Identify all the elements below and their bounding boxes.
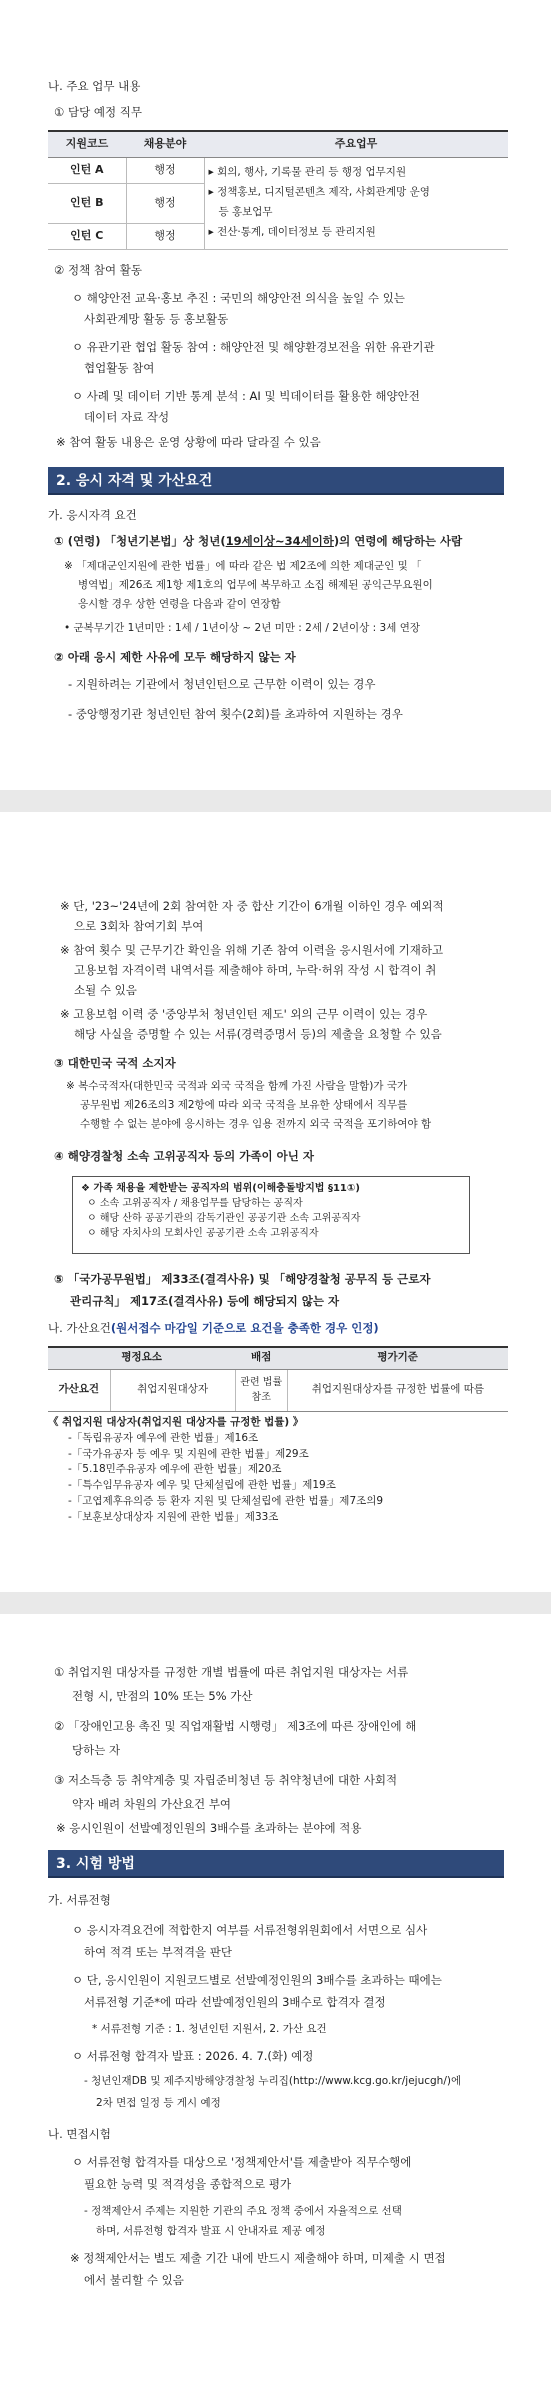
bonus-item: ① 취업지원 대상자를 규정한 개별 법률에 따른 취업지원 대상자는 서류 — [54, 1665, 409, 1679]
heading-main-duties: 나. 주요 업무 내용 — [48, 79, 141, 93]
bonus-item: 당하는 자 — [72, 1743, 121, 1757]
col-header-code: 지원코드 — [48, 131, 126, 157]
duties-table — [48, 130, 508, 250]
bonus-item: ② 「장애인고용 촉진 및 직업재활법 시행령」 제3조에 따른 장애인에 해 — [54, 1719, 417, 1733]
qualification-disqualification: 관리규칙」 제17조(결격사유) 등에 해당되지 않는 자 — [70, 1294, 340, 1308]
duty-line: ▸ 정책홍보, 디지털콘텐츠 제작, 사회관계망 운영 — [208, 185, 430, 198]
col-header-criteria: 평가기준 — [287, 1347, 508, 1369]
note-line: ※ 단, '23~'24년에 2회 참여한 자 중 합산 기간이 6개월 이하인 경우 예외적 — [60, 899, 444, 913]
col-header-duties: 주요업무 — [204, 131, 508, 157]
qualification-restriction: ② 아래 응시 제한 사유에 모두 해당하지 않는 자 — [54, 650, 296, 664]
bonus-cell: 취업지원대상자 — [110, 1369, 235, 1411]
note-line: 병역법」제26조 제1항 제1호의 업무에 복무하고 소집 해제된 공익근무요원이 — [78, 579, 433, 591]
bullet-line: 협업활동 참여 — [84, 361, 155, 375]
bullet-line: ㅇ 해양안전 교육·홍보 추진 : 국민의 해양안전 의식을 높일 수 있는 — [72, 291, 405, 305]
list-item: -「독립유공자 예우에 관한 법률」제16조 — [68, 1431, 259, 1444]
list-item: -「국가유공자 등 예우 및 지원에 관한 법률」제29조 — [68, 1447, 309, 1460]
restriction-item: - 지원하려는 기관에서 청년인턴으로 근무한 이력이 있는 경우 — [68, 677, 376, 691]
list-item: -「보훈보상대상자 지원에 관한 법률」제33조 — [68, 1510, 279, 1523]
note-line: 으로 3회차 참여기회 부여 — [74, 919, 204, 933]
subheading-planned-duties: ① 담당 예정 직무 — [54, 105, 142, 119]
law-list-title: 《 취업지원 대상자(취업지원 대상자를 규정한 법률) 》 — [48, 1416, 304, 1428]
qualification-age-text: )의 연령에 해당하는 사람 — [333, 534, 463, 548]
bonus-item: 전형 시, 만점의 10% 또는 5% 가산 — [72, 1689, 253, 1703]
note-line: ※ 참여 횟수 및 근무기간 확인을 위해 기존 참여 이력을 응시원서에 기재하고 — [60, 943, 444, 957]
note-line: ※ 응시인원이 선발예정인원의 3배수를 초과하는 분야에 적용 — [56, 1821, 362, 1835]
col-header-element: 평정요소 — [48, 1347, 235, 1369]
table-row — [48, 1369, 508, 1411]
note-line: 수행할 수 없는 분야에 응시하는 경우 임용 전까지 외국 국적을 포기하여야 함 — [80, 1118, 432, 1130]
bullet-line: 사회관계망 활동 등 홍보활동 — [84, 312, 229, 326]
heading-bonus-text: 나. 가산요건 — [48, 1321, 111, 1335]
page-gap — [0, 1592, 551, 1614]
section-title-qualifications: 2. 응시 자격 및 가산요건 — [48, 467, 504, 495]
col-header-score: 배점 — [235, 1347, 287, 1369]
note-line: • 군복무기간 1년미만 : 1세 / 1년이상 ~ 2년 미만 : 2세 / 2년이상 : 3세 연장 — [64, 622, 420, 634]
interview-item: - 정책제안서 주제는 지원한 기관의 주요 정책 중에서 자율적으로 선택 — [84, 2205, 402, 2217]
screening-result-info: 2차 면접 일정 등 게시 예정 — [96, 2097, 221, 2109]
bonus-cell: 가산요건 — [48, 1369, 110, 1411]
list-item: -「5.18민주유공자 예우에 관한 법률」제20조 — [68, 1463, 282, 1476]
box-item: ㅇ 해당 자치사의 모회사인 공공기관 소속 고위공직자 — [87, 1228, 319, 1239]
note-line: 소될 수 있음 — [74, 983, 137, 997]
row-code: 인턴 B — [48, 183, 126, 223]
screening-result-info: - 청년인재DB 및 제주지방해양경찰청 누리집(http://www.kcg.go.kr/jejucgh/)에 — [84, 2075, 462, 2087]
interview-item: ㅇ 서류전형 합격자를 대상으로 '정책제안서'를 제출받아 직무수행에 — [72, 2155, 412, 2169]
qualification-age — [54, 533, 462, 550]
box-item: ㅇ 해당 산하 공공기관의 감독기관인 공공기관 소속 고위공직자 — [87, 1213, 361, 1224]
note-line: ※ 복수국적자(대한민국 국적과 외국 국적을 함께 가진 사람을 말함)가 국가 — [66, 1080, 408, 1092]
table-row — [48, 157, 508, 183]
row-field: 행정 — [126, 157, 204, 183]
row-field: 행정 — [126, 183, 204, 223]
document-page-3 — [0, 1614, 551, 2385]
note-line: 공무원법 제26조의3 제2항에 따라 외국 국적을 보유한 상태에서 직무를 — [80, 1099, 408, 1111]
family-restriction-box — [72, 1176, 470, 1254]
screening-item: 하여 적격 또는 부적격을 판단 — [84, 1945, 232, 1959]
interview-note: 에서 불리할 수 있음 — [84, 2273, 184, 2287]
law-list — [48, 1415, 508, 1525]
interview-item: 하며, 서류전형 합격자 발표 시 안내자료 제공 예정 — [96, 2225, 326, 2237]
box-title: ❖ 가족 채용을 제한받는 공직자의 범위(이해충돌방지법 §11①) — [81, 1183, 360, 1194]
list-item: -「고엽제후유의증 등 환자 지원 및 단체설립에 관한 법률」제7조의9 — [68, 1494, 384, 1507]
note-line: 고용보험 자격이력 내역서를 제출해야 하며, 누락·허위 작성 시 합격이 취 — [74, 963, 437, 977]
duty-line: 등 홍보업무 — [218, 205, 273, 218]
section-title-exam-method: 3. 시험 방법 — [48, 1850, 504, 1878]
qualification-disqualification: ⑤ 「국가공무원법」 제33조(결격사유) 및 「해양경찰청 공무직 등 근로자 — [54, 1272, 431, 1286]
screening-item: ㅇ 응시자격요건에 적합한지 여부를 서류전형위원회에서 서면으로 심사 — [72, 1923, 428, 1937]
interview-note: ※ 정책제안서는 별도 제출 기간 내에 반드시 제출해야 하며, 미제출 시 면접 — [70, 2251, 446, 2265]
page-gap — [0, 790, 551, 812]
note-line: ※ 고용보험 이력 중 '중앙부처 청년인턴 제도' 외의 근무 이력이 있는 경우 — [60, 1007, 428, 1021]
box-item: ㅇ 소속 고위공직자 / 채용업무를 담당하는 공직자 — [87, 1198, 303, 1209]
duty-line: ▸ 전산·통계, 데이터정보 등 관리지원 — [208, 225, 376, 238]
screening-item: 서류전형 기준*에 따라 선발예정인원의 3배수로 합격자 결정 — [84, 1995, 386, 2009]
note-line: 해당 사실을 증명할 수 있는 서류(경력증명서 등)의 제출을 요청할 수 있음 — [74, 1027, 442, 1041]
bullet-line: ㅇ 유관기관 협업 활동 참여 : 해양안전 및 해양환경보전을 위한 유관기관 — [72, 340, 435, 354]
heading-interview: 나. 면접시험 — [48, 2127, 111, 2141]
screening-criteria: * 서류전형 기준 : 1. 청년인턴 지원서, 2. 가산 요건 — [92, 2023, 327, 2035]
document-page-2 — [0, 812, 551, 1592]
qualification-family: ④ 해양경찰청 소속 고위공직자 등의 가족이 아닌 자 — [54, 1149, 314, 1163]
row-code: 인턴 C — [48, 223, 126, 249]
bullet-line: ㅇ 사례 및 데이터 기반 통계 분석 : AI 및 빅데이터를 활용한 해양안전 — [72, 389, 420, 403]
row-field: 행정 — [126, 223, 204, 249]
qualification-age-range: 19세이상~34세이하 — [225, 534, 334, 548]
bonus-item: 약자 배려 차원의 가산요건 부여 — [72, 1797, 232, 1811]
restriction-item: - 중앙행정기관 청년인턴 참여 횟수(2회)를 초과하여 지원하는 경우 — [68, 707, 403, 721]
document-page-1 — [0, 0, 551, 790]
row-code: 인턴 A — [48, 157, 126, 183]
screening-result-date: ㅇ 서류전형 합격자 발표 : 2026. 4. 7.(화) 예정 — [72, 2049, 314, 2063]
bullet-line: 데이터 자료 작성 — [84, 410, 170, 424]
subheading-policy-activities: ② 정책 참여 활동 — [54, 263, 142, 277]
note-line: ※ 참여 활동 내용은 운영 상황에 따라 달라질 수 있음 — [56, 435, 321, 449]
bonus-table — [48, 1346, 508, 1412]
col-header-field: 채용분야 — [126, 131, 204, 157]
bonus-item: ③ 저소득층 등 취약계층 및 자립준비청년 등 취약청년에 대한 사회적 — [54, 1773, 398, 1787]
heading-bonus-note: (원서접수 마감일 기준으로 요건을 충족한 경우 인정) — [110, 1321, 379, 1335]
qualification-nationality: ③ 대한민국 국적 소지자 — [54, 1056, 176, 1070]
qualification-age-text: ① (연령) 「청년기본법」상 청년( — [54, 534, 226, 548]
list-item: -「특수임무유공자 예우 및 단체설립에 관한 법률」제19조 — [68, 1479, 336, 1491]
note-line: 응시할 경우 상한 연령을 다음과 같이 연장함 — [78, 598, 281, 610]
heading-bonus — [48, 1320, 379, 1337]
bonus-cell: 관련 법률 참조 — [235, 1369, 287, 1411]
note-line: ※ 「제대군인지원에 관한 법률」에 따라 같은 법 제2조에 의한 제대군인 및 「 — [64, 560, 422, 572]
screening-item: ㅇ 단, 응시인원이 지원코드별로 선발예정인원의 3배수를 초과하는 때에는 — [72, 1973, 442, 1987]
bonus-cell: 취업지원대상자를 규정한 법률에 따름 — [287, 1369, 508, 1411]
duty-line: ▸ 회의, 행사, 기록물 관리 등 행정 업무지원 — [208, 165, 407, 178]
interview-item: 필요한 능력 및 적격성을 종합적으로 평가 — [84, 2177, 292, 2191]
heading-qualifications: 가. 응시자격 요건 — [48, 508, 137, 522]
heading-document-screening: 가. 서류전형 — [48, 1893, 111, 1907]
